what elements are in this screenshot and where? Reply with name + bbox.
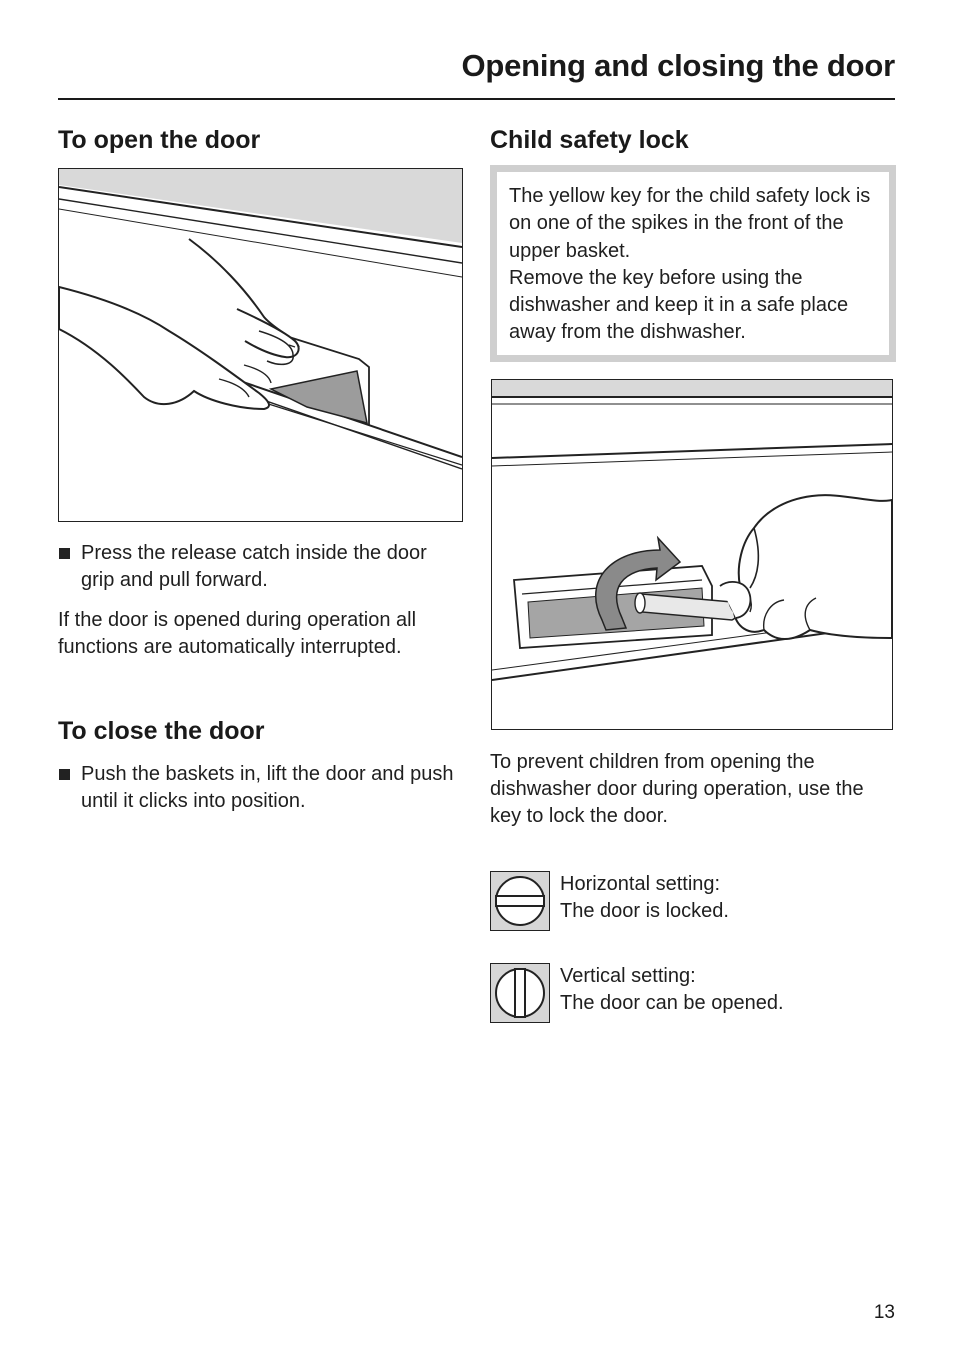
child-lock-note-content (497, 172, 889, 355)
child-lock-heading: Child safety lock (490, 126, 689, 154)
close-door-bullet (58, 761, 461, 815)
child-lock-note-box (490, 165, 896, 362)
setting-horizontal (490, 871, 895, 933)
setting-horizontal-desc: The door is locked. (560, 900, 729, 922)
setting-vertical-text (560, 963, 784, 1017)
lock-vertical-icon (490, 963, 550, 1023)
close-door-bullet-text: Push the baskets in, lift the door and push until it clicks into position. (81, 763, 454, 812)
child-lock-illustration (491, 379, 893, 730)
open-door-illustration (58, 168, 463, 522)
close-door-heading: To close the door (58, 717, 265, 745)
open-door-bullet-text: Press the release catch inside the door grip and pull forward. (81, 542, 427, 591)
setting-horizontal-text (560, 871, 729, 925)
child-lock-note-line1: The yellow key for the child safety lock is on one of the spikes in the front of the upper basket. (509, 185, 871, 262)
setting-horizontal-title: Horizontal setting: (560, 873, 721, 895)
setting-vertical (490, 963, 895, 1025)
open-door-bullet (58, 540, 461, 594)
setting-vertical-desc: The door can be opened. (560, 992, 784, 1014)
bullet-square-icon (59, 548, 70, 559)
child-lock-description: To prevent children from opening the dishwasher door during operation, use the key to lock the door. (490, 751, 864, 827)
page-number: 13 (873, 1302, 895, 1323)
open-door-heading: To open the door (58, 126, 261, 154)
bullet-square-icon (59, 769, 70, 780)
setting-vertical-title: Vertical setting: (560, 965, 696, 987)
title-rule (58, 98, 895, 100)
child-lock-note-line2: Remove the key before using the dishwasher and keep it in a safe place away from the dishwasher. (509, 266, 849, 344)
open-door-note: If the door is opened during operation all functions are automatically interrupted. (58, 609, 417, 658)
lock-horizontal-icon (490, 871, 550, 931)
page-title: Opening and closing the door (461, 48, 895, 83)
